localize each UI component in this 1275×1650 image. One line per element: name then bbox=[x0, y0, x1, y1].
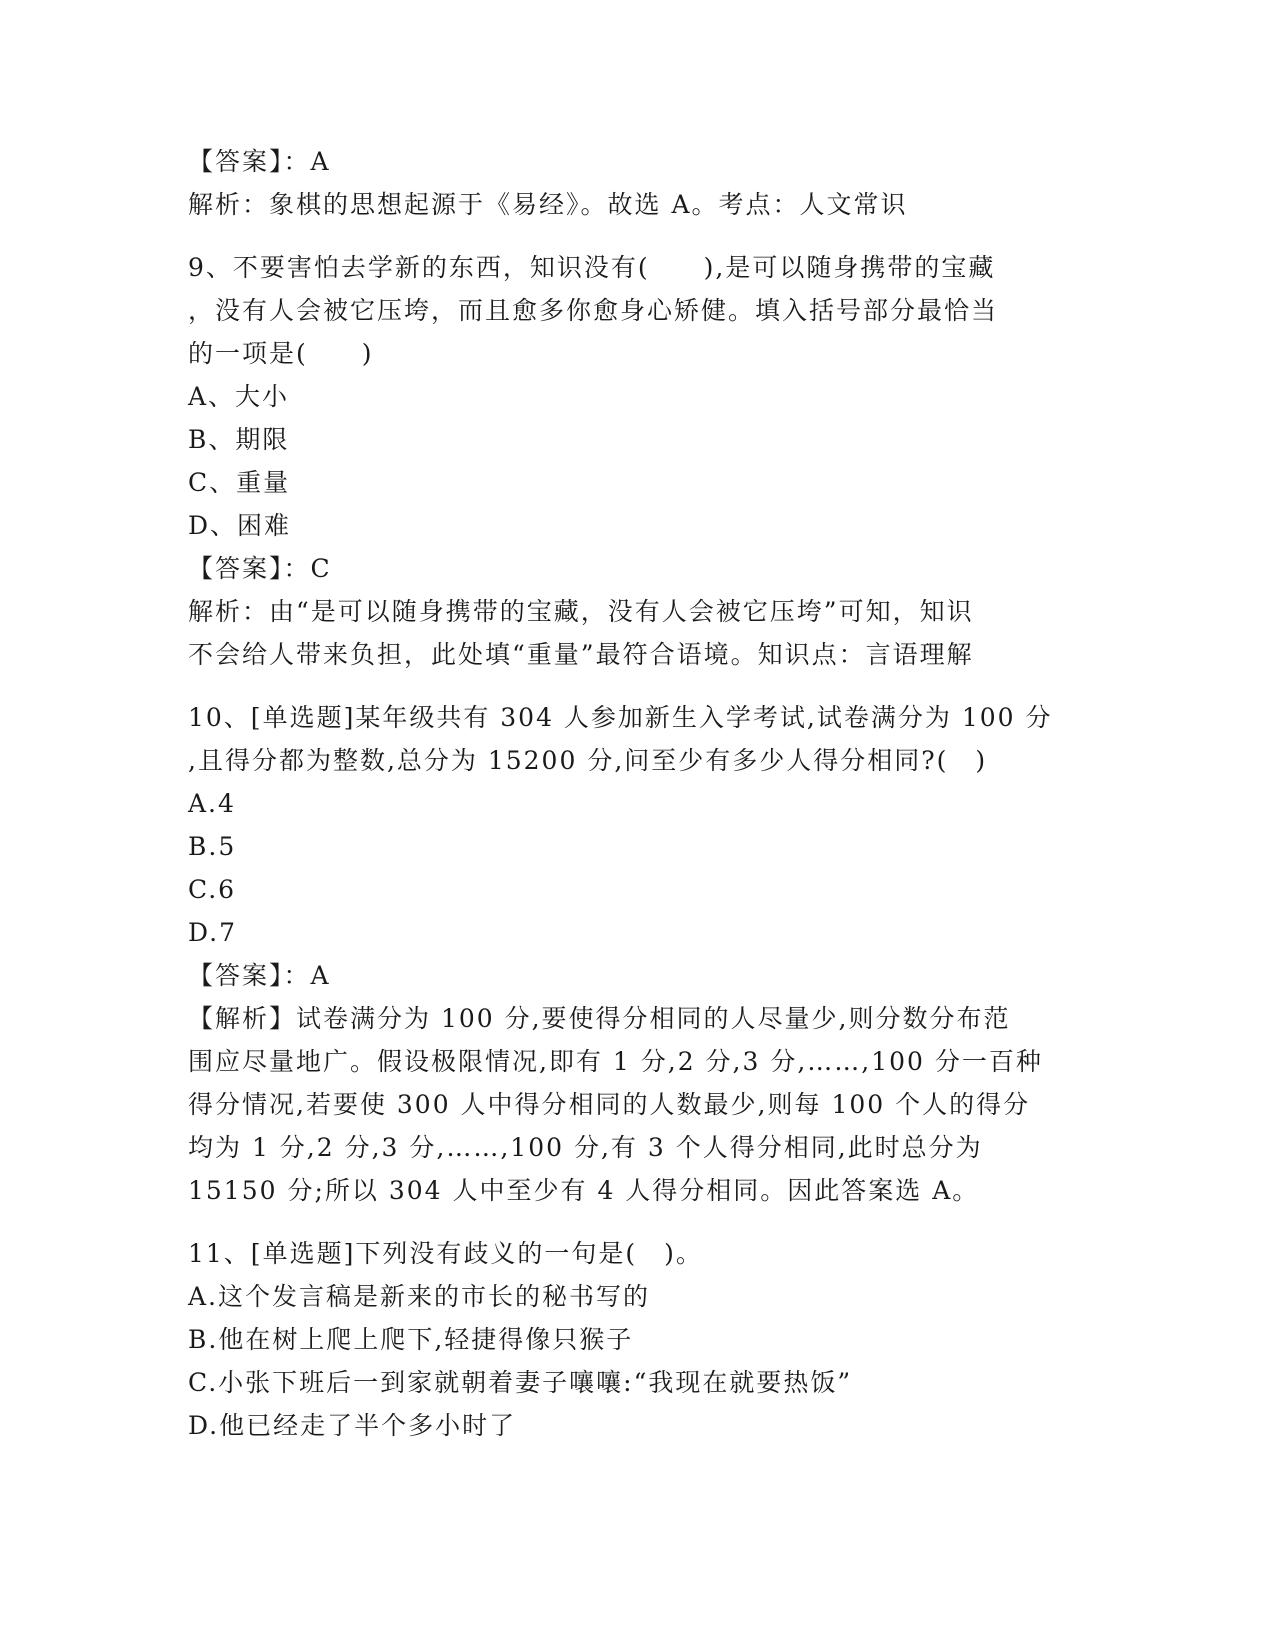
option-c: C.6 bbox=[188, 875, 237, 904]
option-d: D、困难 bbox=[188, 511, 292, 540]
answer-line: 【答案】：A bbox=[188, 961, 331, 990]
analysis-line: 解析：由“是可以随身携带的宝藏，没有人会被它压垮”可知，知识 bbox=[188, 597, 974, 626]
option-b: B.5 bbox=[188, 832, 237, 861]
option-d: D.他已经走了半个多小时了 bbox=[188, 1411, 517, 1440]
option-b: B.他在树上爬上爬下,轻捷得像只猴子 bbox=[188, 1325, 634, 1354]
analysis-line: 不会给人带来负担，此处填“重量”最符合语境。知识点：言语理解 bbox=[188, 640, 974, 669]
question-10 bbox=[188, 696, 1088, 1212]
question-stem-line: 的一项是( ) bbox=[188, 339, 374, 368]
analysis-line: 围应尽量地广。假设极限情况,即有 1 分,2 分,3 分,……,100 分一百种 bbox=[188, 1047, 1043, 1076]
question-9 bbox=[188, 246, 1088, 676]
answer-line: 【答案】：C bbox=[188, 554, 332, 583]
question-8-tail bbox=[188, 140, 1088, 226]
question-11 bbox=[188, 1232, 1088, 1447]
analysis-line: 解析：象棋的思想起源于《易经》。故选 A。考点：人文常识 bbox=[188, 190, 908, 219]
option-a: A.4 bbox=[188, 789, 236, 818]
option-c: C、重量 bbox=[188, 468, 291, 497]
analysis-line: 15150 分;所以 304 人中至少有 4 人得分相同。因此答案选 A。 bbox=[188, 1176, 980, 1205]
question-stem-line: ,且得分都为整数,总分为 15200 分,问至少有多少人得分相同?( ) bbox=[188, 746, 988, 775]
analysis-line: 【解析】试卷满分为 100 分,要使得分相同的人尽量少,则分数分布范 bbox=[188, 1004, 1011, 1033]
analysis-line: 均为 1 分,2 分,3 分,……,100 分,有 3 个人得分相同,此时总分为 bbox=[188, 1133, 983, 1162]
question-stem-line: 11、[单选题]下列没有歧义的一句是( )。 bbox=[188, 1239, 703, 1268]
answer-line: 【答案】：A bbox=[188, 147, 331, 176]
analysis-line: 得分情况,若要使 300 人中得分相同的人数最少,则每 100 个人的得分 bbox=[188, 1090, 1031, 1119]
option-c: C.小张下班后一到家就朝着妻子嚷嚷:“我现在就要热饭” bbox=[188, 1368, 853, 1397]
option-a: A、大小 bbox=[188, 382, 290, 411]
question-stem-line: ，没有人会被它压垮，而且愈多你愈身心矫健。填入括号部分最恰当 bbox=[188, 296, 999, 325]
option-b: B、期限 bbox=[188, 425, 290, 454]
option-d: D.7 bbox=[188, 918, 238, 947]
option-a: A.这个发言稿是新来的市长的秘书写的 bbox=[188, 1282, 651, 1311]
document-page bbox=[188, 140, 1088, 1447]
question-stem-line: 10、[单选题]某年级共有 304 人参加新生入学考试,试卷满分为 100 分 bbox=[188, 703, 1053, 732]
question-stem-line: 9、不要害怕去学新的东西，知识没有( ),是可以随身携带的宝藏 bbox=[188, 253, 996, 282]
